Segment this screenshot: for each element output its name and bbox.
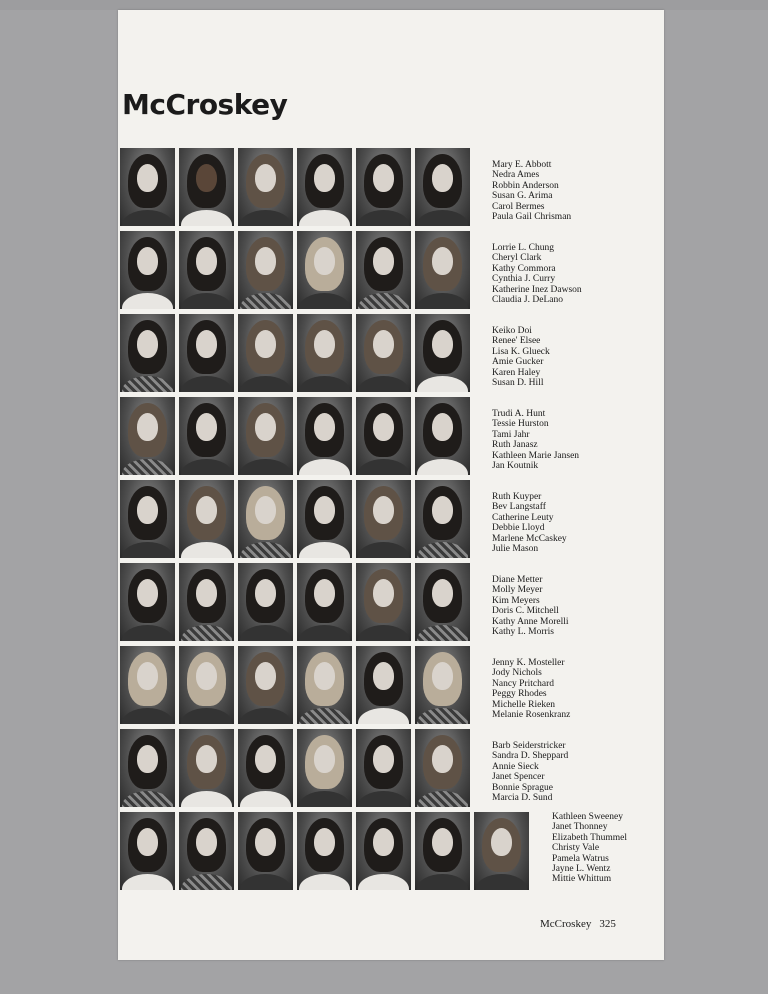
student-name: Renee' Elsee: [492, 336, 541, 347]
portrait-photo: [297, 646, 352, 724]
portrait-photo: [415, 314, 470, 392]
scan-top-strip: [0, 0, 768, 10]
portrait-photo: [238, 812, 293, 890]
student-name: Kathleen Marie Jansen: [492, 450, 580, 461]
portrait-photo: [238, 646, 293, 724]
portrait-photo: [179, 563, 234, 641]
portrait-photo: [238, 729, 293, 807]
name-list: [492, 326, 612, 388]
portrait-photo: [120, 148, 175, 226]
student-name: Kathy Commora: [492, 263, 556, 274]
student-name: Marcia D. Sund: [492, 793, 553, 804]
student-name: Mittie Whittum: [552, 874, 612, 885]
name-list: [492, 492, 612, 554]
portrait-photo: [238, 397, 293, 475]
student-name: Kathy L. Morris: [492, 627, 555, 638]
student-name: Susan G. Arima: [492, 191, 553, 202]
portrait-photo: [297, 148, 352, 226]
portrait-photo: [415, 729, 470, 807]
student-name: Trudi A. Hunt: [492, 409, 546, 419]
portrait-photo: [297, 480, 352, 558]
student-name: Robbin Anderson: [492, 180, 559, 191]
student-name: Amie Gucker: [492, 357, 544, 368]
portrait-photo: [415, 812, 470, 890]
student-name: Janet Thonney: [552, 822, 608, 833]
portrait-photo: [356, 231, 411, 309]
portrait-photo: [356, 397, 411, 475]
student-name: Jan Koutnik: [492, 461, 539, 472]
portrait-photo: [297, 729, 352, 807]
student-name: Claudia J. DeLano: [492, 295, 563, 306]
portrait-photo: [356, 314, 411, 392]
portrait-photo: [238, 480, 293, 558]
student-name: Kim Meyers: [492, 595, 540, 606]
portrait-photo: [179, 646, 234, 724]
student-name: Doris C. Mitchell: [492, 606, 559, 617]
portrait-photo: [120, 646, 175, 724]
student-name: Lisa K. Glueck: [492, 346, 550, 357]
student-name: Susan D. Hill: [492, 378, 544, 389]
portrait-photo: [356, 480, 411, 558]
name-list: [492, 243, 612, 305]
student-name: Bonnie Sprague: [492, 782, 553, 793]
portrait-photo: [120, 563, 175, 641]
portrait-photo: [120, 812, 175, 890]
portrait-photo: [238, 148, 293, 226]
student-name: Catherine Leuty: [492, 512, 554, 523]
portrait-photo: [120, 397, 175, 475]
portrait-photo: [238, 563, 293, 641]
portrait-photo: [297, 812, 352, 890]
student-name: Jenny K. Mosteller: [492, 658, 565, 668]
student-name: Molly Meyer: [492, 585, 543, 596]
student-name: Carol Bermes: [492, 201, 545, 212]
portrait-photo: [297, 563, 352, 641]
portrait-photo: [356, 729, 411, 807]
portrait-photo: [356, 812, 411, 890]
student-name: Ruth Janasz: [492, 440, 538, 451]
portrait-photo: [415, 397, 470, 475]
portrait-photo: [238, 231, 293, 309]
name-list: [492, 160, 612, 222]
student-name: Melanie Rosenkranz: [492, 710, 571, 721]
portrait-photo: [415, 563, 470, 641]
portrait-photo: [179, 397, 234, 475]
portrait-photo: [179, 314, 234, 392]
portrait-photo: [238, 314, 293, 392]
portrait-photo: [415, 148, 470, 226]
portrait-photo: [356, 646, 411, 724]
student-name: Nancy Pritchard: [492, 678, 554, 689]
student-name: Peggy Rhodes: [492, 689, 547, 700]
portrait-photo: [415, 231, 470, 309]
page-footer: [540, 918, 616, 930]
student-name: Bev Langstaff: [492, 502, 546, 513]
portrait-photo: [120, 480, 175, 558]
page-title: McCroskey: [122, 88, 288, 121]
portrait-photo: [415, 480, 470, 558]
student-name: Jayne L. Wentz: [552, 864, 611, 875]
student-name: Jody Nichols: [492, 668, 542, 679]
portrait-photo: [179, 812, 234, 890]
portrait-photo: [179, 480, 234, 558]
student-name: Pamela Watrus: [552, 853, 609, 864]
student-name: Tami Jahr: [492, 429, 530, 440]
student-name: Cheryl Clark: [492, 253, 542, 264]
portrait-photo: [356, 148, 411, 226]
student-name: Debbie Lloyd: [492, 523, 545, 534]
student-name: Karen Haley: [492, 367, 541, 378]
student-name: Keiko Doi: [492, 326, 532, 336]
student-name: Paula Gail Chrisman: [492, 212, 572, 223]
name-list: [552, 812, 672, 885]
student-name: Tessie Hurston: [492, 419, 549, 430]
student-name: Diane Metter: [492, 575, 543, 585]
portrait-photo: [297, 231, 352, 309]
student-name: Janet Spencer: [492, 772, 545, 783]
student-name: Christy Vale: [552, 843, 600, 854]
portrait-photo: [297, 314, 352, 392]
student-name: Elizabeth Thummel: [552, 832, 628, 843]
student-name: Barb Seiderstricker: [492, 741, 566, 751]
student-name: Lorrie L. Chung: [492, 243, 555, 253]
page-number: 325: [599, 918, 616, 930]
student-name: Julie Mason: [492, 544, 539, 555]
student-name: Mary E. Abbott: [492, 160, 552, 170]
name-list: [492, 409, 612, 471]
portrait-photo: [474, 812, 529, 890]
student-name: Cynthia J. Curry: [492, 274, 556, 285]
name-list: [492, 741, 612, 803]
student-name: Katherine Inez Dawson: [492, 284, 582, 295]
student-name: Annie Sieck: [492, 761, 539, 772]
portrait-photo: [356, 563, 411, 641]
portrait-photo: [120, 729, 175, 807]
student-name: Kathleen Sweeney: [552, 812, 623, 822]
portrait-photo: [179, 148, 234, 226]
name-list: [492, 658, 612, 720]
footer-section-title: McCroskey: [540, 918, 592, 930]
portrait-photo: [297, 397, 352, 475]
portrait-photo: [179, 231, 234, 309]
student-name: Kathy Anne Morelli: [492, 616, 569, 627]
portrait-photo: [120, 231, 175, 309]
student-name: Ruth Kuyper: [492, 492, 542, 502]
portrait-photo: [120, 314, 175, 392]
portrait-photo: [179, 729, 234, 807]
portrait-photo: [415, 646, 470, 724]
student-name: Marlene McCaskey: [492, 533, 567, 544]
student-name: Sandra D. Sheppard: [492, 751, 569, 762]
student-name: Michelle Rieken: [492, 699, 556, 710]
name-list: [492, 575, 612, 637]
student-name: Nedra Ames: [492, 170, 540, 181]
